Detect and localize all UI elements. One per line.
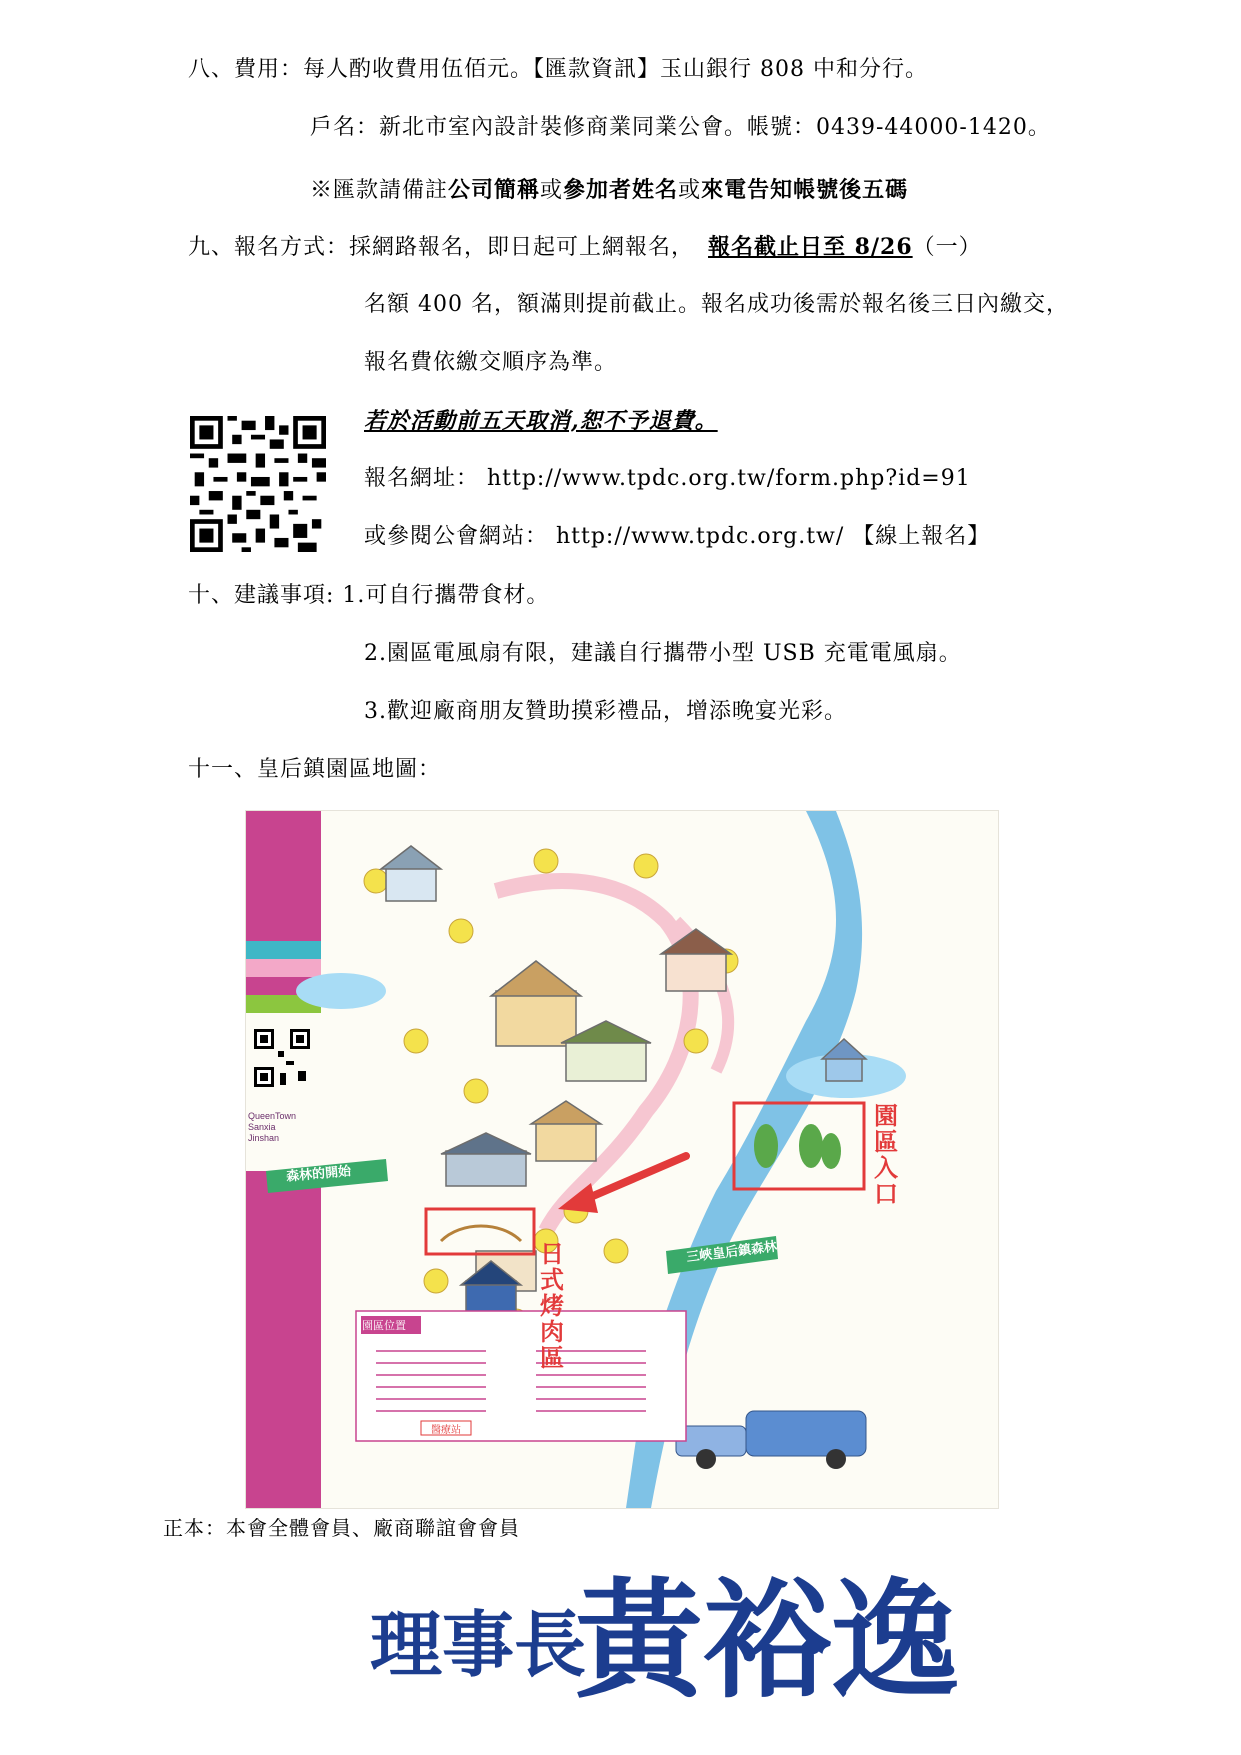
remit-note-company: 公司簡稱: [448, 177, 541, 203]
chairman-signature: [360, 1560, 980, 1710]
map-brand-label: [248, 1111, 320, 1144]
map-brand-line-2: Sanxia: [248, 1122, 276, 1132]
registration-method-line: [188, 232, 982, 263]
remit-note-line: [310, 175, 908, 206]
map-legend-title: 園區位置: [362, 1319, 406, 1332]
remit-note-name: 參加者姓名: [563, 177, 679, 203]
map-brand-line-3: Jinshan: [248, 1133, 280, 1143]
remit-note-call: 來電告知帳號後五碼: [701, 177, 909, 203]
map-first-aid-label: 醫療站: [431, 1425, 461, 1436]
fee-line: 八、費用：每人酌收費用伍佰元。【匯款資訊】玉山銀行 808 中和分行。: [188, 57, 928, 82]
map-section-title: 十一、皇后鎮園區地圖：: [188, 757, 442, 782]
suggestion-line-3: 3.歡迎廠商朋友贊助摸彩禮品，增添晚宴光彩。: [364, 699, 847, 724]
quota-line: 名額 400 名，額滿則提前截止。報名成功後需於報名後三日內繳交，: [364, 292, 1069, 317]
queentown-park-map: [245, 810, 999, 1509]
suggestion-line-1: 十、建議事項: 1.可自行攜帶食材。: [188, 583, 550, 608]
cancellation-policy: 若於活動前五天取消,恕不予退費。: [364, 408, 718, 434]
account-line: 戶名：新北市室內設計裝修商業同業公會。帳號：0439-44000-1420。: [310, 115, 1051, 140]
map-brand-line-1: QueenTown: [248, 1111, 297, 1121]
suggestion-line-2: 2.園區電風扇有限，建議自行攜帶小型 USB 充電電風扇。: [364, 641, 962, 666]
remit-note-or-2: 或: [678, 178, 702, 203]
registration-deadline: 報名截止日至 8/26: [708, 234, 913, 260]
registration-url-line[interactable]: 報名網址： http://www.tpdc.org.tw/form.php?id=91: [364, 466, 971, 491]
registration-qr-code[interactable]: [188, 416, 328, 552]
map-bbq-label: 日式烤肉區: [540, 1239, 564, 1372]
map-forest-title: 森林的開始: [285, 1164, 352, 1185]
remit-note-prefix: ※匯款請備註: [310, 178, 449, 203]
svg-text:理事長: 理事長: [370, 1602, 587, 1687]
recipients-line: 正本：本會全體會員、廠商聯誼會會員: [163, 1516, 520, 1540]
remit-note-or-1: 或: [540, 178, 564, 203]
map-entrance-label: 園區入口: [874, 1101, 898, 1208]
registration-deadline-suffix: （一）: [912, 235, 982, 260]
fee-order-line: 報名費依繳交順序為準。: [364, 350, 618, 375]
svg-text:黃裕逸: 黃裕逸: [575, 1566, 960, 1710]
map-forest-town-title: 三峽皇后鎮森林: [685, 1239, 778, 1266]
registration-method-prefix: 九、報名方式：採網路報名，即日起可上網報名，: [188, 235, 695, 260]
association-website-line[interactable]: 或參閱公會網站： http://www.tpdc.org.tw/ 【線上報名】: [364, 524, 991, 549]
